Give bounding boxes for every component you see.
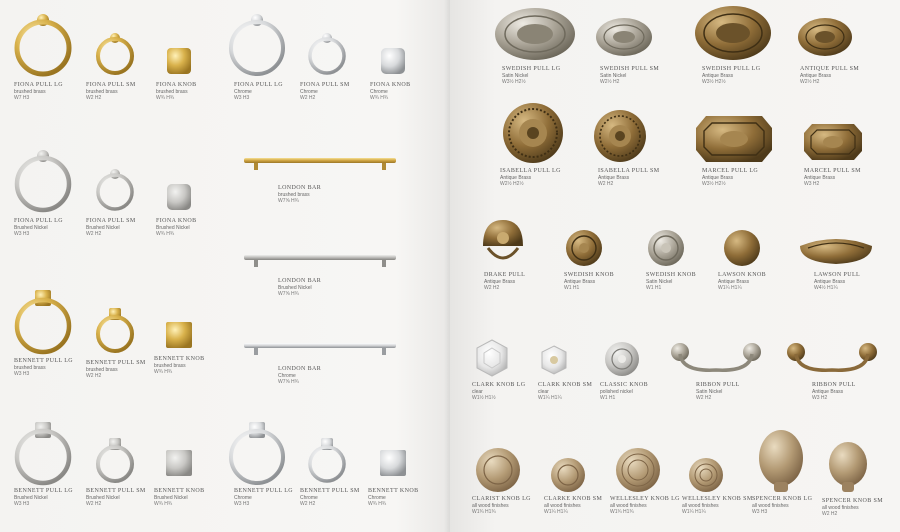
product-dimensions: W3½ H2½ [702,181,726,187]
bar-pull-icon [244,340,396,356]
oval-backplate-pull-icon [592,14,656,60]
product-finish: brushed brass [278,192,310,198]
product-classic-knob[interactable] [600,340,648,401]
ring-pull-icon [90,436,140,484]
product-finish: Brushed Nickel [156,225,190,231]
product-dimensions: W4½ H1¼ [814,285,838,291]
product-dimensions: W7⅝ H¾ [278,198,299,204]
product-dimensions: W1 H1 [646,285,662,291]
ring-pull-icon [8,288,78,356]
octagonal-backplate-pull-icon [694,114,774,164]
product-dimensions: W3 H3 [14,231,30,237]
ring-pull-icon [90,166,140,212]
product-dimensions: W1¾ H1¾ [472,509,496,515]
product-name: BENNETT PULL SM [86,360,146,366]
product-name: ANTIQUE PULL SM [800,66,860,72]
product-name: WELLESLEY KNOB SM [682,496,753,502]
product-dimensions: W2 H2 [300,95,316,101]
product-finish: Brushed Nickel [86,495,120,501]
product-dimensions: W1¼ H1¼ [682,509,706,515]
ring-pull-icon [8,146,78,214]
product-dimensions: W2 H2 [484,285,500,291]
product-name: ISABELLA PULL SM [598,168,660,174]
round-backplate-pull-icon [500,100,566,166]
product-dimensions: W3½ H2½ [702,79,726,85]
product-finish: Antique Brass [500,175,532,181]
product-name: BENNETT PULL LG [14,358,73,364]
product-swedish-pull-sm-satin[interactable] [592,14,660,85]
bar-pull-icon [244,252,396,268]
product-name: CLARKE KNOB SM [544,496,603,502]
ring-pull-icon [302,30,352,76]
product-dimensions: W2½ H2½ [500,181,524,187]
product-name: SPENCER KNOB SM [822,498,884,504]
wood-knob-icon [548,456,588,494]
octagonal-backplate-pull-icon [802,122,864,162]
product-name: BENNETT PULL LG [234,488,293,494]
product-isabella-pull-sm[interactable] [592,108,660,187]
product-name: FIONA PULL SM [300,82,350,88]
ring-pull-icon [8,420,78,486]
product-clark-knob-sm[interactable] [538,344,593,401]
ring-pull-icon [8,10,78,78]
product-ribbon-pull-satin[interactable] [668,340,764,401]
product-dimensions: W2 H2 [86,501,102,507]
product-dimensions: W¾ H¾ [154,501,173,507]
product-name: CLARK KNOB LG [472,382,526,388]
product-dimensions: W3 H3 [752,509,768,515]
product-finish: Antique Brass [814,279,846,285]
oval-backplate-pull-icon [490,4,580,64]
product-name: RIBBON PULL [812,382,856,388]
product-fiona-knob-brass[interactable] [136,46,222,101]
cup-pull-icon [796,232,876,266]
product-dimensions: W1 H1 [600,395,616,401]
product-finish: Brushed Nickel [86,225,120,231]
product-finish: Chrome [234,495,252,501]
product-antique-pull-sm[interactable] [794,14,860,85]
product-name: ISABELLA PULL LG [500,168,561,174]
product-clark-knob-lg[interactable] [472,338,526,401]
product-name: LONDON BAR [278,366,322,372]
product-finish: Brushed Nickel [154,495,188,501]
product-finish: brushed brass [86,89,118,95]
product-name: RIBBON PULL [696,382,740,388]
product-name: BENNETT PULL LG [14,488,73,494]
product-finish: Satin Nickel [646,279,673,285]
product-isabella-pull-lg[interactable] [500,100,566,187]
product-dimensions: W1¼ H1¼ [538,395,562,401]
ring-pull-icon [222,10,292,78]
ring-pull-icon [90,30,140,76]
product-dimensions: W7 H3 [14,95,30,101]
product-dimensions: W2 H2 [86,373,102,379]
product-bennett-knob-chrome[interactable] [350,448,436,507]
product-name: FIONA PULL LG [14,82,63,88]
product-finish: brushed brass [14,89,46,95]
product-fiona-knob-chrome[interactable] [350,46,436,101]
oval-backplate-pull-icon [690,2,776,64]
product-finish: Satin Nickel [502,73,529,79]
product-dimensions: W3 H3 [234,95,250,101]
product-name: LAWSON PULL [814,272,861,278]
product-spencer-knob-lg[interactable] [752,428,813,515]
product-name: LAWSON KNOB [718,272,767,278]
product-fiona-knob-nickel[interactable] [136,182,222,237]
product-name: BENNETT PULL SM [300,488,360,494]
product-clarke-knob-sm[interactable] [544,456,603,515]
bar-pull-icon [244,155,396,171]
product-name: CLARK KNOB SM [538,382,593,388]
product-finish: brushed brass [154,363,186,369]
product-wellesley-knob-sm[interactable] [682,456,753,515]
product-name: BENNETT KNOB [154,356,205,362]
product-dimensions: W2½ H2 [600,79,620,85]
product-dimensions: W3 H3 [14,371,30,377]
product-name: BENNETT KNOB [154,488,205,494]
product-lawson-knob[interactable] [718,228,767,291]
cylinder-knob-icon [373,46,413,76]
product-dimensions: W2½ H2 [800,79,820,85]
product-clarist-knob-lg[interactable] [472,446,531,515]
round-knob-icon [722,228,762,268]
product-finish: all wood finishes [822,505,859,511]
product-finish: clear [472,389,483,395]
product-dimensions: W¾ H¾ [156,231,175,237]
product-dimensions: W2 H2 [696,395,712,401]
ring-pull-icon [90,306,140,354]
right-catalog-page [450,0,900,532]
drop-pull-icon [478,216,528,268]
product-london-bar-nickel[interactable] [244,252,396,297]
product-name: CLARIST KNOB LG [472,496,531,502]
product-finish: Brushed Nickel [14,225,48,231]
product-spencer-knob-sm[interactable] [822,440,884,517]
product-finish: Antique Brass [804,175,836,181]
product-wellesley-knob-lg[interactable] [610,446,680,515]
product-dimensions: W3 H3 [14,501,30,507]
product-finish: all wood finishes [682,503,719,509]
product-finish: Chrome [278,373,296,379]
product-dimensions: W2 H2 [86,231,102,237]
product-london-bar-chrome[interactable] [244,340,396,385]
product-dimensions: W2 H2 [300,501,316,507]
product-lawson-pull[interactable] [796,232,876,291]
product-bennett-knob-brass[interactable] [136,320,222,375]
product-name: LONDON BAR [278,278,322,284]
product-finish: Antique Brass [702,73,734,79]
product-finish: Chrome [370,89,388,95]
product-finish: Antique Brass [598,175,630,181]
product-dimensions: W7⅝ H¾ [278,291,299,297]
product-finish: Brushed Nickel [278,285,312,291]
product-dimensions: W¾ H¾ [368,501,387,507]
round-knob-icon [602,340,642,378]
product-marcel-pull-sm[interactable] [802,122,864,187]
product-finish: Chrome [368,495,386,501]
product-finish: all wood finishes [544,503,581,509]
product-dimensions: W2 H2 [822,511,838,517]
product-dimensions: W¾ H¾ [370,95,389,101]
mushroom-knob-icon [826,440,870,494]
product-finish: Antique Brass [718,279,750,285]
product-dimensions: W2 H2 [598,181,614,187]
product-dimensions: W3 H3 [234,501,250,507]
product-dimensions: W1¼ H1¼ [544,509,568,515]
bail-pull-icon [668,340,764,376]
product-name: BENNETT KNOB [368,488,419,494]
crystal-knob-icon [538,344,570,376]
product-dimensions: W7⅝ H¾ [278,379,299,385]
product-finish: Antique Brass [702,175,734,181]
product-swedish-pull-lg-satin[interactable] [490,4,580,85]
product-finish: all wood finishes [752,503,789,509]
product-dimensions: W¾ H¾ [154,369,173,375]
product-name: FIONA KNOB [370,82,411,88]
product-finish: brushed brass [14,365,46,371]
product-swedish-pull-lg-antique[interactable] [690,2,776,85]
product-finish: Satin Nickel [600,73,627,79]
product-finish: Chrome [234,89,252,95]
product-swedish-knob-satin[interactable] [646,228,696,291]
product-finish: Brushed Nickel [14,495,48,501]
product-finish: brushed brass [86,367,118,373]
product-name: WELLESLEY KNOB LG [610,496,680,502]
product-finish: clear [538,389,549,395]
product-finish: brushed brass [156,89,188,95]
product-name: MARCEL PULL SM [804,168,861,174]
square-knob-icon [159,448,199,480]
product-name: SWEDISH PULL SM [600,66,660,72]
cylinder-knob-icon [159,182,199,212]
product-finish: all wood finishes [610,503,647,509]
product-name: SPENCER KNOB LG [752,496,813,502]
product-name: FIONA PULL LG [14,218,63,224]
product-name: SWEDISH KNOB [564,272,614,278]
product-finish: all wood finishes [472,503,509,509]
product-name: FIONA KNOB [156,218,197,224]
ring-pull-icon [222,420,292,486]
square-knob-icon [373,448,413,480]
ring-pull-icon [302,436,352,484]
product-dimensions: W1¼ H1¼ [718,285,742,291]
product-drake-pull[interactable] [478,216,528,291]
product-finish: Chrome [300,89,318,95]
round-backplate-pull-icon [592,108,648,164]
product-name: FIONA PULL SM [86,82,136,88]
square-knob-icon [159,320,199,352]
product-name: BENNETT PULL SM [86,488,146,494]
crystal-knob-icon [472,338,512,378]
product-name: SWEDISH PULL LG [502,66,561,72]
round-knob-icon [564,228,604,268]
product-name: SWEDISH PULL LG [702,66,761,72]
wood-knob-icon [686,456,726,494]
wood-knob-icon [614,446,662,494]
bail-pull-icon [784,340,880,376]
round-knob-icon [646,228,686,268]
product-name: SWEDISH KNOB [646,272,696,278]
oval-backplate-pull-icon [794,14,856,60]
product-name: LONDON BAR [278,185,322,191]
product-finish: Satin Nickel [696,389,723,395]
product-finish: Antique Brass [812,389,844,395]
product-marcel-pull-lg[interactable] [694,114,774,187]
product-finish: Chrome [300,495,318,501]
product-name: FIONA KNOB [156,82,197,88]
product-dimensions: W3½ H2½ [502,79,526,85]
mushroom-knob-icon [756,428,806,494]
product-name: FIONA PULL SM [86,218,136,224]
product-ribbon-pull-antique[interactable] [784,340,880,401]
product-dimensions: W1½ H1½ [472,395,496,401]
product-name: FIONA PULL LG [234,82,283,88]
product-dimensions: W3 H2 [812,395,828,401]
product-dimensions: W¾ H¾ [156,95,175,101]
product-finish: polished nickel [600,389,633,395]
product-finish: Antique Brass [564,279,596,285]
product-finish: Antique Brass [484,279,516,285]
product-name: DRAKE PULL [484,272,526,278]
wood-knob-icon [474,446,522,494]
product-swedish-knob-antique[interactable] [564,228,614,291]
product-finish: Antique Brass [800,73,832,79]
cylinder-knob-icon [159,46,199,76]
product-dimensions: W1 H1 [564,285,580,291]
product-name: MARCEL PULL LG [702,168,759,174]
product-dimensions: W1¾ H1¾ [610,509,634,515]
product-dimensions: W3 H2 [804,181,820,187]
product-name: CLASSIC KNOB [600,382,648,388]
product-dimensions: W2 H2 [86,95,102,101]
product-bennett-knob-nickel[interactable] [136,448,222,507]
product-london-bar-brass[interactable] [244,155,396,204]
